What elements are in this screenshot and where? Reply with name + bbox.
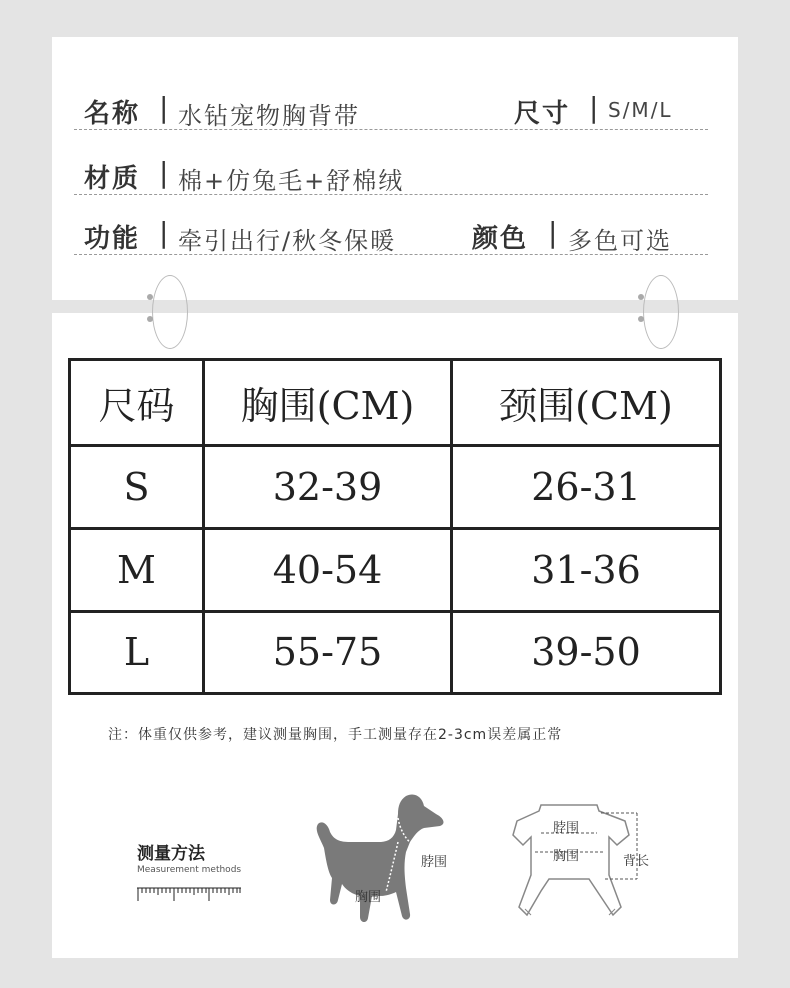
header-chest: 胸围(CM) [204, 360, 452, 446]
product-spec-card [52, 37, 738, 300]
garment-neck-label: 脖围 [553, 821, 580, 836]
separator: | [589, 91, 599, 124]
cell-size: L [70, 611, 204, 693]
cell-size: S [70, 446, 204, 529]
table-header-row [70, 360, 721, 446]
cell-chest: 55-75 [204, 611, 452, 693]
size-table [68, 358, 722, 695]
separator: | [159, 156, 169, 189]
separator: | [159, 216, 169, 249]
spec-row-material [74, 154, 708, 195]
function-value: 牵引出行/秋冬保暖 [178, 227, 397, 255]
size-value: S/M/L [608, 98, 673, 122]
size-key: 尺寸 [514, 99, 571, 129]
material-key: 材质 [84, 164, 141, 194]
garment-back-label: 背长 [623, 854, 650, 869]
binder-hole-icon [638, 316, 644, 322]
color-key: 颜色 [472, 224, 529, 254]
binder-hole-icon [638, 294, 644, 300]
table-row [70, 446, 721, 529]
binder-ring-right [643, 275, 679, 349]
cell-chest: 40-54 [204, 529, 452, 611]
ruler-icon [137, 884, 241, 902]
header-neck: 颈围(CM) [452, 360, 721, 446]
measurement-subtitle: Measurement methods [137, 865, 242, 875]
table-row [70, 611, 721, 693]
material-value: 棉+仿兔毛+舒棉绒 [178, 167, 405, 195]
name-key: 名称 [84, 99, 141, 129]
dog-neck-label: 脖围 [421, 855, 448, 870]
binder-ring-left [152, 275, 188, 349]
cell-neck: 39-50 [452, 611, 721, 693]
cell-neck: 26-31 [452, 446, 721, 529]
cell-neck: 31-36 [452, 529, 721, 611]
spec-row-function-color [74, 214, 708, 255]
function-key: 功能 [84, 224, 141, 254]
binder-hole-icon [147, 294, 153, 300]
color-value: 多色可选 [568, 227, 672, 255]
dog-chest-label: 胸围 [355, 890, 382, 905]
spec-row-name-size [74, 89, 708, 130]
separator: | [548, 216, 558, 249]
table-row [70, 529, 721, 611]
cell-size: M [70, 529, 204, 611]
measurement-title: 测量方法 [137, 844, 205, 864]
name-value: 水钻宠物胸背带 [178, 102, 360, 130]
binder-hole-icon [147, 316, 153, 322]
header-size: 尺码 [70, 360, 204, 446]
cell-chest: 32-39 [204, 446, 452, 529]
separator: | [159, 91, 169, 124]
garment-chest-label: 胸围 [553, 849, 580, 864]
measurement-note: 注：体重仅供参考，建议测量胸围，手工测量存在2-3cm误差属正常 [108, 727, 563, 743]
